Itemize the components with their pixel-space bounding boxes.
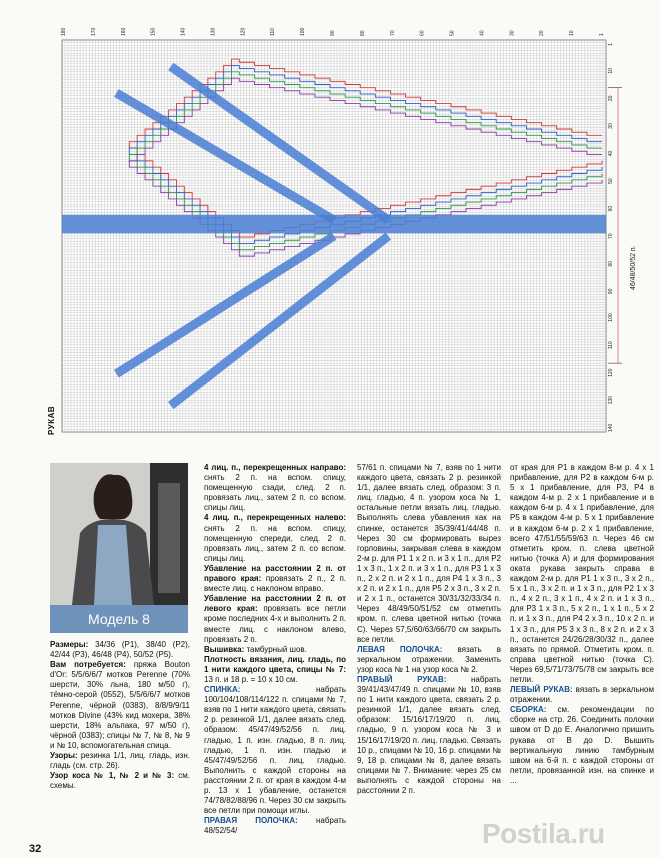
col-number: 1 — [599, 33, 605, 36]
left-sleeve-text: вязать в зеркальном отражении. — [510, 685, 654, 705]
row-number: 90 — [608, 288, 614, 295]
col-number: 70 — [389, 30, 396, 36]
gauge-text: 13 п. и 18 р. = 10 х 10 см. — [204, 674, 298, 684]
left-front-heading: ЛЕВАЯ ПОЛОЧКА: — [357, 644, 443, 654]
cross-right-text: снять 2 п. на вспом. спицу, помещенную сзади, след. 2 п. провязать лиц., затем 2 п. со вспом. спицы лиц. — [204, 473, 346, 513]
row-number: 20 — [608, 95, 614, 102]
dec-left-label: Убавление на расстоянии 2 п. от левого края: — [204, 594, 346, 614]
row-number: 80 — [608, 261, 614, 267]
text-column-3 — [357, 463, 501, 796]
patterns-text: резинка 1/1, лиц. гладь, изн. гладь (см. стр. 26). — [50, 751, 190, 771]
braid-label: Узор коса № 1, № 2 и № 3: — [50, 771, 175, 781]
row-number: 120 — [608, 368, 614, 377]
materials-text: пряжа Bouton d'Or: 5/5/6/6/7 мотков Perenne (70% шерсти, 30% льна, 180 м/50 г), тёмно-серой (0552), 5/5/6/6/7 мотков Perenne, чёрной (0383), 8/8/9/9/11 мотков Divine (43% кид мохера, 38% шерсти, 18% альпака, 97 м/50 г), чёрной (0383); спицы № 7, № 8, № 9 и № 10, вспомогательная спица. — [50, 660, 190, 750]
back-text: набрать 100/104/108/114/122 п. спицами № 7, взяв по 1 нити каждого цвета, связать 2 р. резинкой 1/1, далее вязать след. образом: 45/47/49/52/56 п. лиц. гладью, 1 п. изн. гладью, 8 п. лиц. гладью, 1 п. изн. гладью и 45/47/49/52/56 п. лиц. гладью. Выполнить с каждой стороны на расстоянии 2 п. от края в каждом 4-м р. 13 х 1 убавление, останется 74/78/82/88/96 п. Через 30 см закрыть все петли при помощи иглы. — [204, 685, 346, 816]
col-number: 80 — [359, 30, 366, 36]
left-sleeve-heading: ЛЕВЫЙ РУКАВ: — [510, 685, 573, 695]
text-column-4 — [510, 463, 654, 786]
right-sleeve-cont: от края для Р1 в каждом 8-м р. 4 х 1 прибавление, для Р2 в каждом 6-м р. 5 х 1 прибавление, для Р3, Р4 в каждом 4-м р. 2 х 1 прибавление и в каждом 6-м р. 4 х 1 прибавление, для Р5 в каждом 4-м р. 5 х 1 прибавление и в каждом 6-м р. 2 х 1 прибавление, всего 47/51/55/59/63 п. Через 46 см отметить кром. п. слева цветной нитью (точка А) и для формирования оката рукава закрыть справа в каждом 2-м р. для Р1 1 х 3 п., 3 х 2 п., 5 х 1 п., 3 х 2 п. и 1 х 3 п., для Р2 1 х 3 п., 4 х 2 п., 3 х 1 п., 4 х 2 п. и 1 х 3 п., для Р3 1 х 3 п., 5 х 2 п., 1 х 1 п., 5 х 2 п. и 1 х 3 п., для Р4 2 х 3 п., 10 х 2 п. и 1 х 3 п., для Р5 3 х 3 п., 8 х 2 п. и 2 х 3 п., останется 24/26/28/30/32 п., далее вязать по прямой. Отметить кром. п. справа цветной нитью (точка С). Через 69,5/71/73/75/78 см закрыть все петли. — [510, 463, 654, 684]
row-number: 70 — [608, 233, 614, 239]
page-number: 32 — [29, 843, 42, 855]
text-column-1 — [50, 640, 190, 791]
col-number: 10 — [569, 30, 576, 36]
sizes-text: 34/36 (P1), 38/40 (P2), 42/44 (P3), 46/48 (P4), 50/52 (P5). — [50, 640, 190, 660]
row-number: 1 — [608, 43, 614, 46]
dec-left-text: провязать все петли кроме последних 4-х и выполнить 2 п. вместе лиц. с наклоном влево, провязать 2 п. — [204, 604, 346, 644]
col-number: 30 — [509, 30, 516, 36]
row-number: 60 — [608, 205, 614, 212]
back-heading: СПИНКА: — [204, 685, 241, 695]
col-number: 170 — [90, 27, 97, 36]
watermark: Postila.ru — [482, 818, 605, 849]
col-number: 160 — [120, 27, 127, 36]
embroidery-label: Вышивка: — [204, 644, 245, 654]
col-number: 150 — [150, 27, 157, 36]
materials-label: Вам потребуется: — [50, 660, 126, 670]
dec-right-label: Убавление на расстоянии 2 п. от правого края: — [204, 563, 346, 584]
row-number: 110 — [608, 341, 614, 350]
size-note: 46/48/50/52 п. — [630, 245, 637, 290]
assembly-text: см. рекомендации по сборке на стр. 26. Соединить полочки швом от D до E. Аналогично пришить рукава от B до D. Вышить вертикальную линию тамбурным швом на 6-й п. с каждой стороны от петли, провязанной изн. на спинке и ... — [510, 705, 654, 785]
photo-caption: Модель 8 — [50, 605, 188, 633]
col-number: 180 — [61, 27, 67, 36]
row-number: 30 — [608, 123, 614, 129]
right-sleeve-heading: ПРАВЫЙ РУКАВ: — [357, 674, 447, 684]
embroidery-text: тамбурный шов. — [246, 644, 307, 654]
col-number: 50 — [449, 30, 456, 36]
sizes-label: Размеры: — [50, 640, 89, 649]
braid-text: см. схемы. — [50, 771, 190, 791]
chart-label: РУКАВ — [47, 405, 56, 435]
model-photo — [50, 463, 188, 633]
text-column-2 — [204, 463, 346, 836]
row-number: 10 — [608, 68, 614, 74]
col-number: 130 — [210, 27, 217, 36]
col-number: 110 — [270, 28, 277, 36]
cross-left-label: 4 лиц. п., перекрещенных налево: — [204, 513, 346, 523]
dec-right-text: провязать 2 п., 2 п. вместе лиц. с наклоном вправо. — [204, 574, 347, 594]
right-sleeve-text: набрать 39/41/43/47/49 п. спицами № 10, взяв по 1 нити каждого цвета, связать 2 р. резинкой 1/1, далее вязать след. образом: 15/16/17/19/20 п. лиц. гладью, 9 п. узором коса № 3 и 15/16/17/19/20 п. лиц. гладью. Связать 10 р., спицами № 10, 16 р. спицами № 9, 18 р. спицами № 8, далее вязать спицами № 7. Внимание: через 25 см выполнять с каждой стороны на расстоянии 2 п. — [357, 674, 501, 795]
row-number: 100 — [608, 313, 614, 322]
patterns-label: Узоры: — [50, 751, 78, 761]
left-front-text: вязать в зеркальном отражении. Заменить узор коса № 1 на узор коса № 2. — [357, 644, 501, 674]
row-number: 50 — [608, 178, 614, 184]
col-number: 120 — [240, 27, 247, 36]
cross-left-text: снять 2 п. на вспом. спицу, помещенную спереди, след. 2 п. провязать лиц., затем 2 п. со вспом. спицы лиц. — [204, 523, 346, 563]
col-number: 40 — [479, 30, 486, 36]
row-number: 40 — [608, 150, 614, 157]
col-number: 100 — [300, 27, 307, 36]
row-number: 140 — [608, 423, 614, 432]
col-number: 140 — [180, 27, 187, 36]
col-number: 60 — [419, 30, 426, 36]
cross-right-label: 4 лиц. п., перекрещенных направо: — [204, 463, 346, 472]
assembly-heading: СБОРКА: — [510, 705, 547, 715]
gauge-label: Плотность вязания, лиц. гладь, по 1 нити каждого цвета, спицы № 7: — [204, 654, 346, 674]
right-front-text: набрать 48/52/54/ — [204, 816, 346, 836]
row-number: 130 — [608, 396, 614, 405]
right-front-heading: ПРАВАЯ ПОЛОЧКА: — [204, 816, 298, 826]
right-front-cont: 57/61 п. спицами № 7, взяв по 1 нити каждого цвета, связать 2 р. резинкой 1/1, далее вязать след. образом: 3 п. лиц. гладью, 4 п. узором коса № 1, остальные петли вязать лиц. гладью. Выполнять слева убавления как на спинке, останется 35/39/41/44/48 п. Через 30 см формировать вырез горловины, закрывая слева в каждом 2-м р. для Р1 1 х 2 п. и 3 х 1 п., для Р2 1 х 3 п., 1 х 2 п. и 3 х 1 п., для Р3 1 х 3 п., 2 х 2 п. и 2 х 1 п., для Р4 1 х 3 п., 3 х 2 п. и 2 х 1 п., для Р5 2 х 3 п., 3 х 2 п. и 2 х 1 п., останется 30/31/32/33/34 п. Через 48/49/50/51/52 см отметить кром. п. слева цветной нитью (точка С). Через 57,5/60/63/66/70 см закрыть все петли. — [357, 463, 501, 644]
col-number: 90 — [330, 30, 336, 36]
col-number: 20 — [539, 30, 546, 36]
